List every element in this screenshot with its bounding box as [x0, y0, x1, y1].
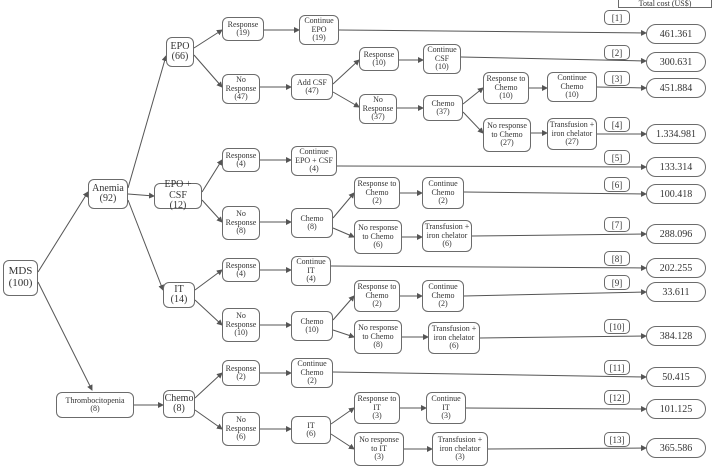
connector-arrow [331, 266, 646, 268]
node-thrombocitopenia: Thrombocitopenia (8) [56, 392, 134, 418]
connector-arrow [463, 112, 483, 133]
connector-arrow [333, 193, 354, 218]
node-no-response-thrombo: No Response (6) [222, 412, 260, 446]
outcome-tag-11: [11] [604, 360, 630, 375]
connector-arrow [333, 228, 354, 237]
node-response-chemo-2a: Response to Chemo (2) [354, 177, 400, 209]
connector-arrow [464, 292, 646, 296]
outcome-tag-6: [6] [604, 177, 630, 192]
connector-arrow [597, 87, 646, 88]
node-it-6: IT (6) [291, 416, 331, 444]
outcome-cost-13: 365.586 [646, 438, 706, 458]
connector-arrow [463, 88, 483, 104]
outcome-cost-3: 451.884 [646, 78, 706, 98]
node-anemia: Anemia (92) [88, 179, 128, 209]
outcome-cost-7: 288.096 [646, 224, 706, 244]
connector-arrow [195, 373, 222, 398]
node-continue-epocsf: Continue EPO + CSF (4) [291, 146, 337, 176]
connector-arrow [333, 92, 359, 107]
node-response-chemo-2b: Response to Chemo (2) [354, 280, 400, 312]
outcome-cost-2: 300.631 [646, 52, 706, 72]
node-continue-chemo-2a: Continue Chemo (2) [422, 177, 464, 209]
connector-arrow [38, 192, 88, 272]
node-no-response-chemo-8: No response to Chemo (8) [354, 320, 402, 354]
node-epo: EPO (66) [166, 37, 194, 67]
connector-arrow [195, 270, 222, 290]
outcome-cost-12: 101.125 [646, 399, 706, 419]
outcome-tag-13: [13] [604, 432, 630, 447]
connector-arrow [202, 160, 222, 192]
node-continue-it: Continue IT (4) [291, 256, 331, 286]
connector-arrow [195, 300, 222, 325]
node-transfusion-27: Transfusion + iron chelator (27) [547, 118, 597, 150]
node-response-it: Response (4) [222, 258, 260, 282]
connector-arrow [333, 372, 646, 377]
node-response-chemo-10: Response to Chemo (10) [483, 72, 529, 104]
node-no-response-chemo-27: No response to Chemo (27) [483, 118, 531, 152]
outcome-tag-4: [4] [604, 117, 630, 132]
connector-arrow [480, 336, 646, 338]
connector-arrow [488, 448, 646, 449]
outcome-cost-10: 384.128 [646, 326, 706, 346]
outcome-tag-12: [12] [604, 390, 630, 405]
connector-arrow [202, 200, 222, 222]
node-chemo-thrombo: Chemo (8) [163, 390, 195, 418]
outcome-tag-1: [1] [604, 10, 630, 25]
outcome-cost-1: 461.361 [646, 24, 706, 44]
connector-arrow [333, 60, 359, 84]
connector-arrow [333, 330, 354, 337]
connector-arrow [331, 434, 354, 449]
node-continue-epo: Continue EPO (19) [299, 15, 339, 45]
node-response-epo: Response (19) [222, 17, 264, 41]
node-no-response-epocsf: No Response (8) [222, 206, 260, 240]
node-chemo-8: Chemo (8) [291, 208, 333, 238]
node-chemo-10: Chemo (10) [291, 311, 333, 341]
node-no-response-it: No Response (10) [222, 308, 260, 342]
node-response-chemo-thrombo: Response (2) [222, 360, 260, 386]
root-node: MDS (100) [3, 260, 38, 296]
node-chemo-37: Chemo (37) [423, 95, 463, 121]
outcome-tag-7: [7] [604, 217, 630, 232]
node-add-csf: Add CSF (47) [291, 74, 333, 100]
outcome-tag-5: [5] [604, 150, 630, 165]
outcome-cost-11: 50.415 [646, 367, 706, 387]
node-epo-csf: EPO + CSF (12) [154, 183, 202, 209]
outcome-cost-9: 33.611 [646, 282, 706, 302]
outcome-cost-5: 133.314 [646, 157, 706, 177]
node-no-response-chemo-6: No response to Chemo (6) [354, 220, 402, 254]
connector-arrow [472, 234, 646, 236]
node-no-response-csf: No Response (37) [359, 94, 397, 124]
connector-arrow [337, 166, 646, 167]
node-continue-chemo-thrombo: Continue Chemo (2) [291, 358, 333, 388]
outcome-tag-2: [2] [604, 45, 630, 60]
connector-arrow [194, 30, 222, 48]
node-no-response-it-3: No response to IT (3) [354, 432, 404, 466]
connector-arrow [466, 408, 646, 409]
connector-arrow [38, 282, 92, 390]
node-continue-chemo-10: Continue Chemo (10) [547, 72, 597, 102]
connector-arrow [128, 194, 154, 196]
connector-arrow [331, 408, 354, 424]
node-it: IT (14) [163, 282, 195, 308]
connector-arrow [195, 410, 222, 429]
outcome-tag-8: [8] [604, 251, 630, 266]
outcome-cost-8: 202.255 [646, 258, 706, 278]
connector-arrow [128, 56, 166, 188]
outcome-tag-9: [9] [604, 275, 630, 290]
outcome-tag-10: [10] [604, 319, 630, 334]
total-cost-header: Total cost (US$) [618, 0, 712, 8]
connector-arrow [464, 192, 646, 194]
node-transfusion-6b: Transfusion + iron chelator (6) [428, 322, 480, 354]
node-transfusion-3: Transfusion + iron chelator (3) [432, 432, 488, 466]
node-continue-csf: Continue CSF (10) [423, 44, 461, 74]
outcome-cost-6: 100.418 [646, 184, 706, 204]
connector-arrow [333, 296, 354, 320]
connector-arrow [194, 55, 222, 87]
connector-arrow [339, 30, 646, 33]
node-no-response-epo: No Response (47) [222, 74, 260, 104]
outcome-tag-3: [3] [604, 71, 630, 86]
node-continue-it-3: Continue IT (3) [426, 392, 466, 424]
node-transfusion-6a: Transfusion + iron chelator (6) [422, 220, 472, 252]
node-response-csf: Response (10) [359, 47, 399, 71]
node-continue-chemo-2b: Continue Chemo (2) [422, 280, 464, 312]
connector-arrow [128, 200, 163, 290]
node-response-it-3: Response to IT (3) [354, 392, 400, 424]
outcome-cost-4: 1.334.981 [646, 124, 706, 144]
node-response-epocsf: Response (4) [222, 148, 260, 172]
